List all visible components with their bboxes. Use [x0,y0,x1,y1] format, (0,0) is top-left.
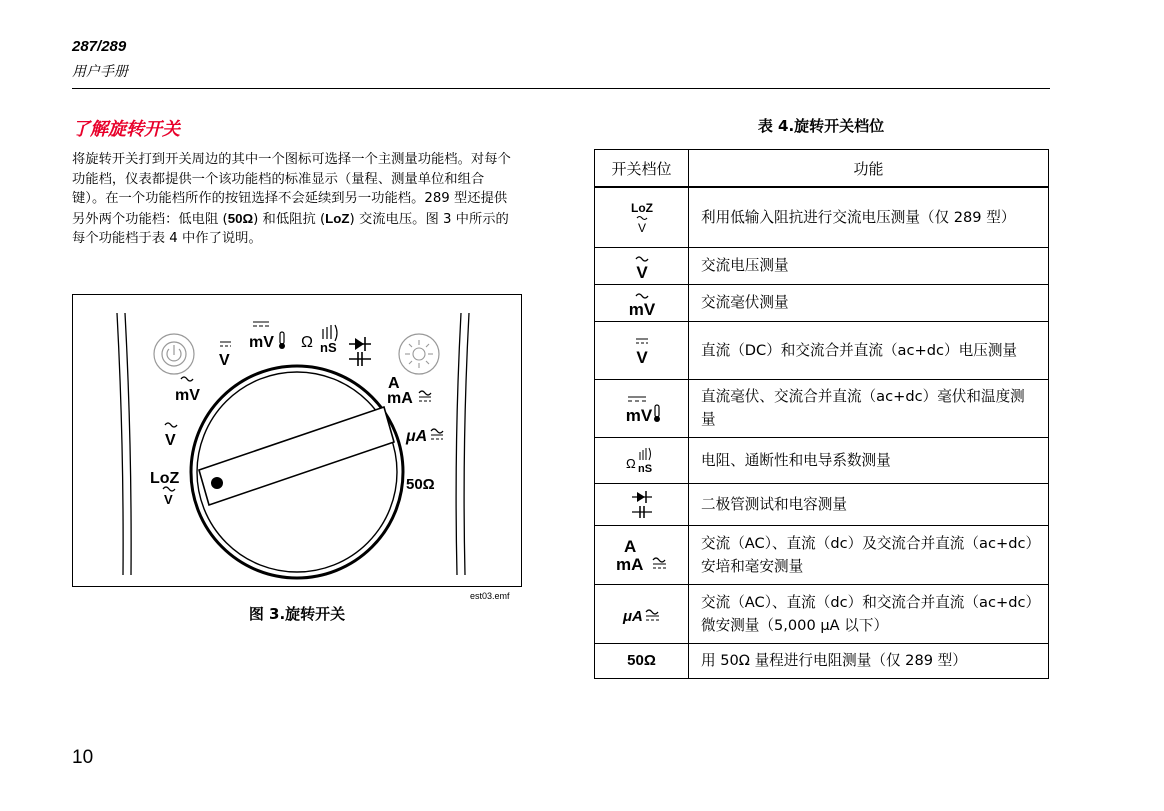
dial-label-ohm-continuity [301,325,337,355]
rotary-switch-figure [72,294,522,587]
svg-text:V: V [637,221,646,236]
figure-caption: 图 3.旋转开关 [248,605,346,623]
svg-text:Ω: Ω [625,456,636,471]
svg-text:mV: mV [625,406,652,425]
svg-text:LoZ: LoZ [150,470,180,487]
dial-label-v-ac [165,423,177,449]
table-header-position: 开关档位 [595,150,689,188]
svg-text:A: A [388,375,400,392]
dial-label-ua [405,428,443,445]
function-text: 直流毫伏、交流合并直流（ac+dc）毫伏和温度测量 [689,379,1049,437]
svg-text:V: V [635,262,648,281]
svg-text:A: A [623,536,636,556]
rotary-dial [191,366,403,578]
svg-text:mV: mV [175,387,200,404]
table-row [595,187,1049,247]
backlight-button-icon [399,334,439,374]
svg-text:mA: mA [615,554,643,574]
table-row [595,643,1049,678]
dial-label-fifty-ohm: 50Ω [406,476,435,493]
function-text: 交流（AC）、直流（dc）及交流合并直流（ac+dc）安培和毫安测量 [689,525,1049,584]
manual-subtitle: 用户手册 [72,64,128,80]
function-text: 交流（AC）、直流（dc）和交流合并直流（ac+dc）微安测量（5,000 μA 以下） [689,584,1049,643]
table-row [595,247,1049,284]
dial-label-mv-temp [249,322,285,351]
function-text: 直流（DC）和交流合并直流（ac+dc）电压测量 [689,321,1049,379]
dc-v-symbol [595,321,689,379]
svg-text:mV: mV [628,299,655,318]
ohm-continuity-ns-symbol [595,437,689,483]
table-caption: 表 4.旋转开关档位 [757,117,885,135]
svg-text:μA: μA [406,428,428,445]
table-row [595,525,1049,584]
a-ma-symbol [595,525,689,584]
function-text: 交流毫伏测量 [689,284,1049,321]
dial-pointer-dot [211,477,223,489]
dial-label-a-ma [387,375,431,407]
section-paragraph: 将旋转开关打到开关周边的其中一个图标可选择一个主测量功能档。对每个功能档，仪表都提供一个该功能档的标准显示（量程、测量单位和组合键）。在一个功能档所作的按钮选择不会延续到另一功能档。289 型还提供另外两个功能档：低电阻 (50Ω) 和低阻抗 (LoZ) 交流电压。图 3 中所示的每个功能档于表 4 中作了说明。 [72,152,511,247]
table-row [595,483,1049,525]
power-button-icon [154,334,194,374]
loz-v-symbol [595,187,689,247]
svg-text:V: V [219,352,230,369]
header-divider [72,88,1050,89]
table-header-row [595,150,1049,188]
table-row [595,379,1049,437]
svg-text:mV: mV [249,334,274,351]
svg-text:V: V [164,492,173,507]
table-row [595,584,1049,643]
function-text: 二极管测试和电容测量 [689,483,1049,525]
manual-model: 287/289 [72,38,127,55]
dial-label-loz [150,470,180,507]
function-text: 交流电压测量 [689,247,1049,284]
dial-label-v-dc [219,342,231,369]
svg-text:V: V [165,432,176,449]
fifty-ohm-symbol: 50Ω [595,643,689,678]
ua-symbol [595,584,689,643]
svg-text:LoZ: LoZ [630,201,653,216]
dial-label-mv-ac [175,377,200,404]
function-text: 利用低输入阻抗进行交流电压测量（仅 289 型） [689,187,1049,247]
svg-text:mA: mA [387,390,413,407]
diode-capacitor-symbol [595,483,689,525]
section-title: 了解旋转开关 [72,119,180,140]
function-text: 用 50Ω 量程进行电阻测量（仅 289 型） [689,643,1049,678]
dial-label-diode-capacitor [349,337,371,366]
svg-text:V: V [635,348,648,367]
svg-text:μA: μA [622,607,643,625]
page-number: 10 [72,747,94,768]
svg-text:Ω: Ω [301,334,313,351]
svg-text:nS: nS [637,463,652,475]
ac-mv-symbol [595,284,689,321]
rotary-switch-diagram [73,295,521,586]
table-row [595,437,1049,483]
dc-mv-temp-symbol [595,379,689,437]
figure-file-code: est03.emf [470,591,510,601]
svg-text:nS: nS [320,340,337,355]
table-row [595,284,1049,321]
table-row [595,321,1049,379]
function-text: 电阻、通断性和电导系数测量 [689,437,1049,483]
ac-v-symbol [595,247,689,284]
table-header-function: 功能 [689,150,1049,188]
switch-positions-table [594,149,1049,679]
